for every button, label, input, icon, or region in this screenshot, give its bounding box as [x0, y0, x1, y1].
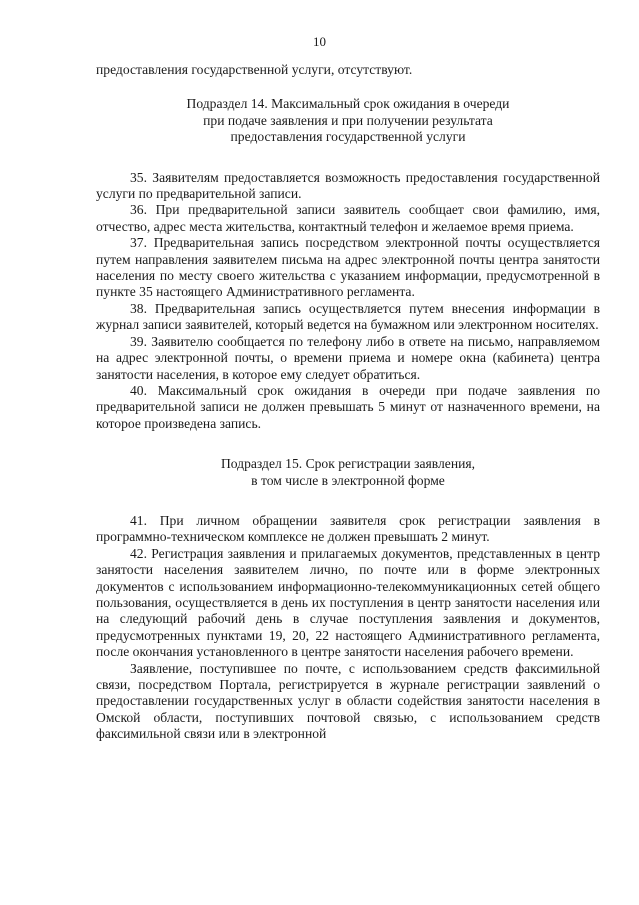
paragraph-38: 38. Предварительная запись осуществляется путем внесения информации в журнал записи заявителей, который ведется на бумажном или электронном носителях.: [96, 300, 600, 333]
paragraph-41: 41. При личном обращении заявителя срок регистрации заявления в программно-техническом комплексе не должен превышать 2 минут.: [96, 512, 600, 545]
intro-line: предоставления государственной услуги, отсутствуют.: [96, 62, 413, 77]
subsection-15-heading: [96, 456, 600, 489]
subsection-14-heading: [96, 96, 600, 145]
subsection-14-line-3: предоставления государственной услуги: [230, 129, 466, 145]
subsection-14-line-1: Подраздел 14. Максимальный срок ожидания в очереди: [186, 96, 510, 112]
subsection-15-line-1: Подраздел 15. Срок регистрации заявления,: [220, 456, 476, 472]
paragraph-registration-mail: Заявление, поступившее по почте, с использованием средств факсимильной связи, посредством Портала, регистрируется в журнале регистрации заявлений о предоставлении государственных услуг в области содействия занятости населения в Омской области, поступивших почтовой связью, с использованием средств факсимильной связи или в электронной: [96, 660, 600, 742]
paragraph-37: 37. Предварительная запись посредством электронной почты осуществляется путем направления заявителем письма на адрес электронной почты центра занятости населения по месту своего жительства с указанием информации, предусмотренной в пункте 35 настоящего Административного регламента.: [96, 235, 600, 300]
paragraph-39: 39. Заявителю сообщается по телефону либо в ответе на письмо, направляемом на адрес электронной почты, о времени приема и номере окна (кабинета) центра занятости населения, в которое ему следует обратиться.: [96, 333, 600, 382]
document-body: [96, 62, 600, 743]
page-number: 10: [313, 34, 326, 49]
paragraph-35: 35. Заявителям предоставляется возможность предоставления государственной услуги по предварительной записи.: [96, 169, 600, 202]
paragraph-40: 40. Максимальный срок ожидания в очереди при подаче заявления по предварительной записи не должен превышать 5 минут от назначенного времени, на которое произведена запись.: [96, 382, 600, 431]
paragraph-42: 42. Регистрация заявления и прилагаемых документов, представленных в центр занятости населения заявителем лично, по почте или в форме электронных документов с использованием информационно-телекоммуникационных сетей общего пользования, осуществляется в день их поступления в центр занятости населения или на следующий рабочий день в случае поступления заявления и документов, предусмотренных пунктами 19, 20, 22 настоящего Административного регламента, после окончания установленного в центре занятости населения рабочего времени.: [96, 545, 600, 660]
paragraph-36: 36. При предварительной записи заявитель сообщает свои фамилию, имя, отчество, адрес места жительства, контактный телефон и желаемое время приема.: [96, 202, 600, 234]
subsection-14-line-2: при подаче заявления и при получении результата: [203, 112, 493, 128]
subsection-15-line-2: в том числе в электронной форме: [251, 472, 445, 488]
